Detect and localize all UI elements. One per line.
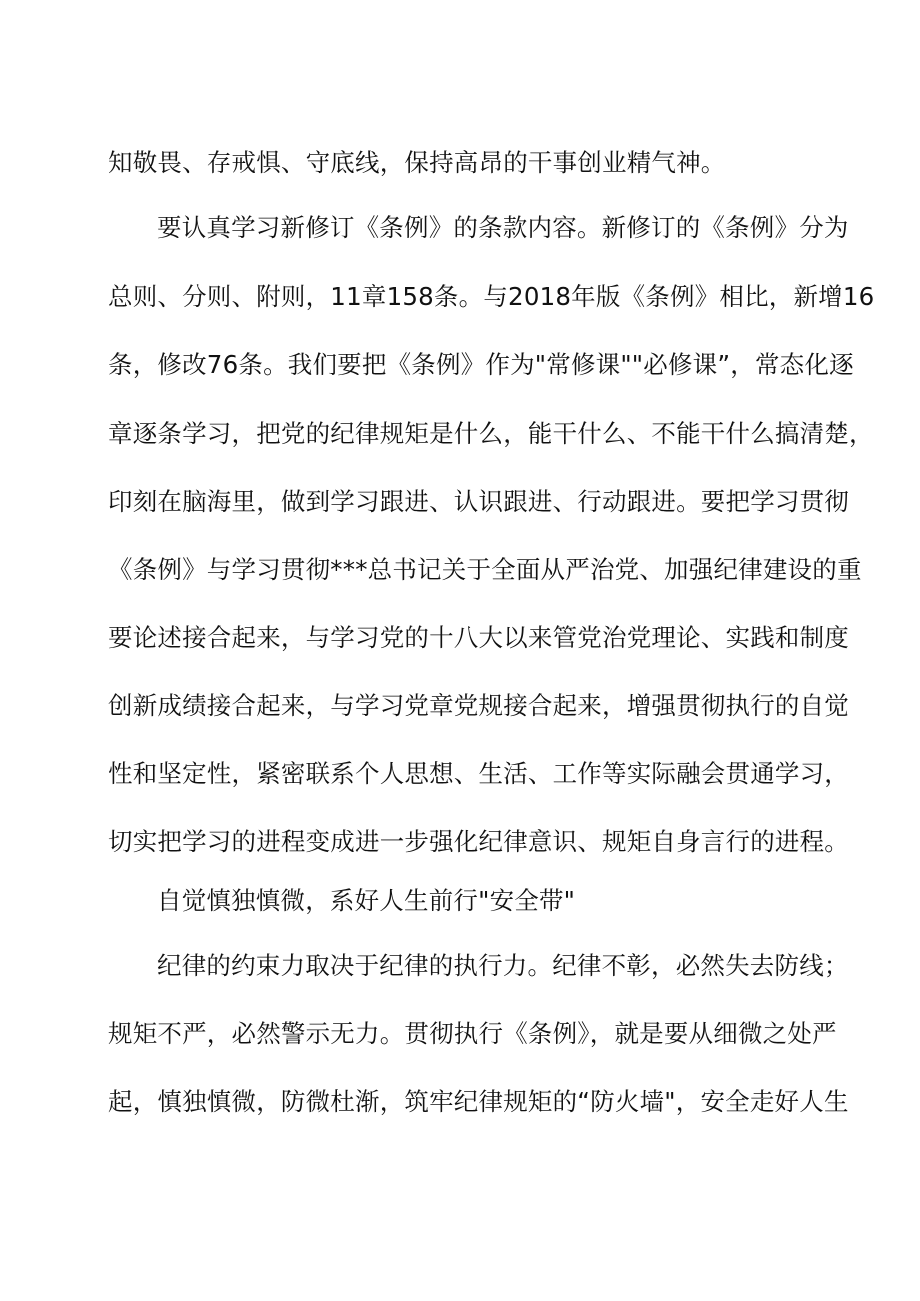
text-line: 性和坚定性，紧密联系个人思想、生活、工作等实际融会贯通学习，: [108, 759, 849, 788]
text-line: 创新成绩接合起来，与学习党章党规接合起来，增强贯彻执行的自觉: [108, 691, 849, 720]
text-line: 要论述接合起来，与学习党的十八大以来管党治党理论、实践和制度: [108, 623, 849, 652]
text-line: 印刻在脑海里，做到学习跟进、认识跟进、行动跟进。要把学习贯彻: [108, 487, 849, 516]
paragraph-start: 要认真学习新修订《条例》的条款内容。新修订的《条例》分为: [157, 213, 849, 242]
paragraph-start: 纪律的约束力取决于纪律的执行力。纪律不彰，必然失去防线；: [157, 951, 849, 980]
section-heading: 自觉慎独慎微，系好人生前行"安全带": [157, 886, 576, 915]
text-line: 切实把学习的进程变成进一步强化纪律意识、规矩自身言行的进程。: [108, 827, 849, 856]
text-line: 起，慎独慎微，防微杜渐，筑牢纪律规矩的“防火墙"，安全走好人生: [108, 1087, 849, 1116]
text-line: 知敬畏、存戒惧、守底线，保持高昂的干事创业精气神。: [108, 148, 726, 177]
text-line: 规矩不严，必然警示无力。贯彻执行《条例》，就是要从细微之处严: [108, 1019, 837, 1048]
text-line: 《条例》与学习贯彻***总书记关于全面从严治党、加强纪律建设的重: [108, 555, 862, 584]
text-line: 章逐条学习，把党的纪律规矩是什么，能干什么、不能干什么搞清楚，: [108, 419, 874, 448]
text-line: 总则、分则、附则，11章158条。与2018年版《条例》相比，新增16: [108, 282, 875, 311]
text-line: 条，修改76条。我们要把《条例》作为"常修课""必修课”，常态化逐: [108, 350, 854, 379]
